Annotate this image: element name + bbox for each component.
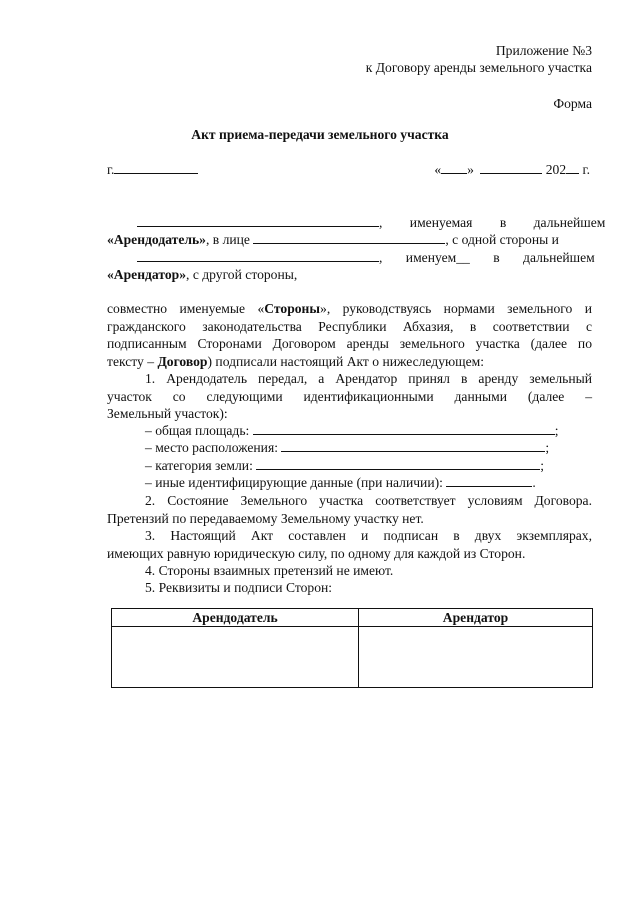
- lessor-name-blank: [137, 214, 379, 227]
- field-area-blank: [253, 422, 555, 435]
- city-blank: [114, 161, 198, 174]
- preamble-line: подписанным Сторонами Договором аренды земельного участка (далее по: [107, 336, 592, 352]
- month-blank: [480, 161, 542, 174]
- lessor-named-text: , именуемая в дальнейшем: [379, 215, 606, 230]
- parties-term: Стороны: [264, 301, 321, 316]
- date-open-quote: «: [434, 162, 442, 177]
- preamble-line: [107, 300, 592, 318]
- field-area-punct: ;: [554, 423, 559, 438]
- lessor-in-person-text: , в лице: [205, 232, 250, 247]
- item-2-line: Претензий по передаваемому Земельному участку нет.: [107, 510, 424, 526]
- year-prefix: 202: [545, 162, 567, 177]
- appendix-label: Приложение №3: [495, 43, 592, 58]
- city-line: [107, 161, 198, 179]
- field-other: [145, 474, 536, 492]
- lessee-column-header: Арендатор: [359, 609, 593, 627]
- one-side-text: , с одной стороны и: [445, 232, 559, 247]
- lessee-signature-cell: [359, 627, 593, 688]
- preamble-text: ) подписали настоящий Акт о нижеследующем:: [207, 353, 485, 369]
- item-1-paragraph: [107, 370, 592, 423]
- lessor-term: «Арендодатель»: [107, 232, 206, 247]
- preamble-text: », руководствуясь нормами земельного и: [320, 301, 592, 316]
- item-3-line: имеющих равную юридическую силу, по одному для каждой из Сторон.: [107, 545, 526, 561]
- date-line: [434, 161, 590, 179]
- item-2-paragraph: [107, 492, 592, 527]
- day-blank: [441, 161, 467, 174]
- item-1-line: 1. Арендодатель передал, а Арендатор принял в аренду земельный: [145, 371, 592, 386]
- preamble-paragraph: [107, 300, 592, 370]
- lessee-name-blank: [137, 249, 379, 262]
- document-title: Акт приема-передачи земельного участка: [191, 127, 449, 142]
- preamble-text: совместно именуемые «: [107, 301, 265, 316]
- lessee-term: «Арендатор»: [107, 267, 187, 282]
- field-other-punct: .: [532, 475, 536, 490]
- date-close-quote: »: [467, 162, 474, 177]
- item-2-line: 2. Состояние Земельного участка соответствует условиям Договора.: [145, 493, 592, 508]
- field-category: [145, 457, 544, 475]
- field-other-label: – иные идентифицирующие данные (при наличии):: [145, 475, 443, 490]
- parties-line-4: [107, 266, 592, 284]
- field-location-punct: ;: [545, 440, 550, 455]
- year-blank: [566, 161, 579, 174]
- other-side-text: , с другой стороны,: [186, 267, 298, 282]
- field-location: [145, 439, 549, 457]
- item-1-line: Земельный участок):: [107, 406, 228, 422]
- form-label: Форма: [553, 96, 592, 111]
- parties-line-3: [107, 249, 595, 267]
- year-suffix: г.: [582, 162, 590, 177]
- field-category-label: – категория земли:: [145, 458, 253, 473]
- item-3-line: 3. Настоящий Акт составлен и подписан в двух экземплярах,: [145, 528, 592, 543]
- contract-term: Договор: [157, 353, 208, 369]
- field-area-label: – общая площадь:: [145, 423, 250, 438]
- item-4-text: 4. Стороны взаимных претензий не имеют.: [145, 563, 394, 578]
- preamble-line: гражданского законодательства Республики Абхазия, в соответствии с: [107, 318, 592, 334]
- appendix-contract-ref: к Договору аренды земельного участка: [365, 60, 592, 75]
- field-category-punct: ;: [540, 458, 545, 473]
- item-5-text: 5. Реквизиты и подписи Сторон:: [145, 580, 333, 595]
- field-location-blank: [281, 439, 545, 452]
- signatures-table: [111, 608, 593, 688]
- field-location-label: – место расположения:: [145, 440, 278, 455]
- lessee-named-text: , именуем__ в дальнейшем: [379, 250, 595, 265]
- preamble-text: тексту –: [107, 353, 158, 369]
- city-prefix: г.: [107, 162, 115, 177]
- lessor-representative-blank: [253, 231, 445, 244]
- parties-line-2: [107, 231, 592, 249]
- field-category-blank: [256, 457, 540, 470]
- field-other-blank: [446, 474, 532, 487]
- field-area: [145, 422, 559, 440]
- lessor-signature-cell: [112, 627, 359, 688]
- parties-line-1: [107, 214, 606, 232]
- item-3-paragraph: [107, 527, 592, 562]
- preamble-line: [107, 353, 592, 371]
- lessor-column-header: Арендодатель: [112, 609, 359, 627]
- item-1-line: участок со следующими идентификационными данными (далее –: [107, 388, 592, 404]
